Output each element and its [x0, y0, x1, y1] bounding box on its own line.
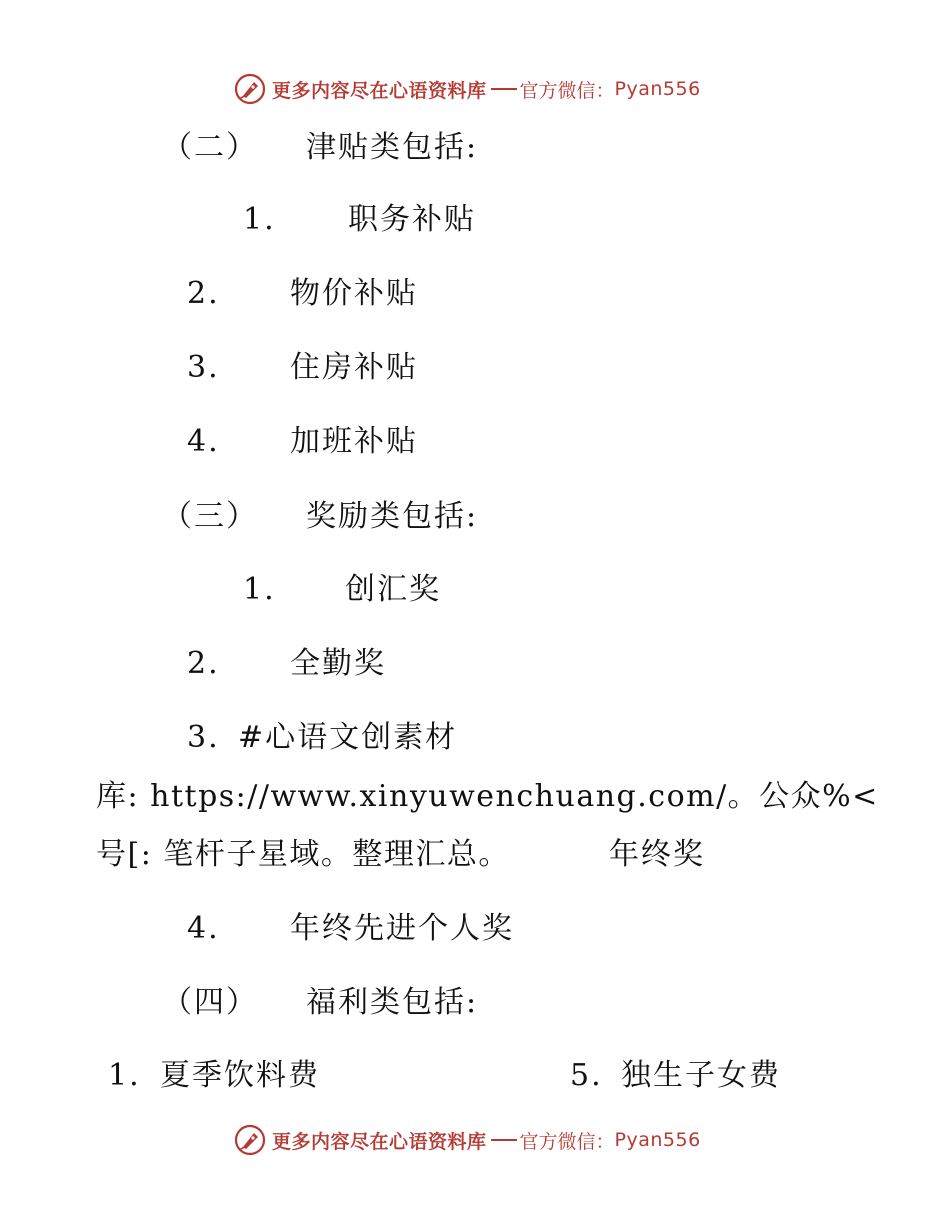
- item-text: 加班补贴: [290, 424, 418, 459]
- pen-nib-logo-icon: [234, 73, 266, 105]
- item-number: 1.: [108, 1058, 141, 1093]
- item-text: 年终先进个人奖: [290, 911, 514, 946]
- item-number: 3.: [187, 350, 220, 385]
- item-text: 独生子女费: [621, 1058, 781, 1093]
- pen-nib-logo-icon: [234, 1124, 266, 1156]
- section-number: （二）: [162, 130, 258, 165]
- footer-watermark: [234, 1123, 701, 1157]
- watermark-brand: 更多内容尽在心语资料库: [272, 79, 487, 102]
- item-number: 4.: [187, 911, 220, 946]
- item-number: 3.: [187, 720, 220, 755]
- section-title: 福利类包括:: [306, 985, 479, 1020]
- inline-note-line-1: 库: https://www.xinyuwenchuang.com/。公众%<: [96, 779, 879, 814]
- inline-note-tail: 年终奖: [609, 837, 705, 872]
- item-text: 住房补贴: [290, 350, 418, 385]
- item-text: 职务补贴: [348, 202, 476, 237]
- section-title: 奖励类包括:: [306, 499, 479, 534]
- section-number: （四）: [162, 985, 258, 1020]
- item-number: 1.: [243, 202, 276, 237]
- watermark-wechat: Pyan556: [614, 78, 701, 100]
- item-number: 4.: [187, 424, 220, 459]
- item-number: 1.: [243, 572, 276, 607]
- item-number: 2.: [187, 646, 220, 681]
- section-title: 津贴类包括:: [306, 130, 479, 165]
- watermark-sub: 官方微信：: [519, 1130, 615, 1153]
- item-text: 全勤奖: [290, 646, 386, 681]
- item-number: 5.: [570, 1058, 603, 1093]
- watermark-wechat: Pyan556: [614, 1129, 701, 1151]
- item-text: 创汇奖: [345, 572, 441, 607]
- section-number: （三）: [162, 499, 258, 534]
- item-text: #心语文创素材: [238, 720, 458, 755]
- item-text: 夏季饮料费: [160, 1058, 320, 1093]
- inline-note-text: 号[: 笔杆子星域。整理汇总。: [96, 837, 510, 872]
- watermark-dash: [491, 1139, 517, 1141]
- item-number: 2.: [187, 276, 220, 311]
- header-watermark: [234, 72, 701, 106]
- watermark-brand: 更多内容尽在心语资料库: [272, 1130, 487, 1153]
- watermark-sub: 官方微信：: [519, 79, 615, 102]
- watermark-dash: [491, 88, 517, 90]
- item-text: 物价补贴: [290, 276, 418, 311]
